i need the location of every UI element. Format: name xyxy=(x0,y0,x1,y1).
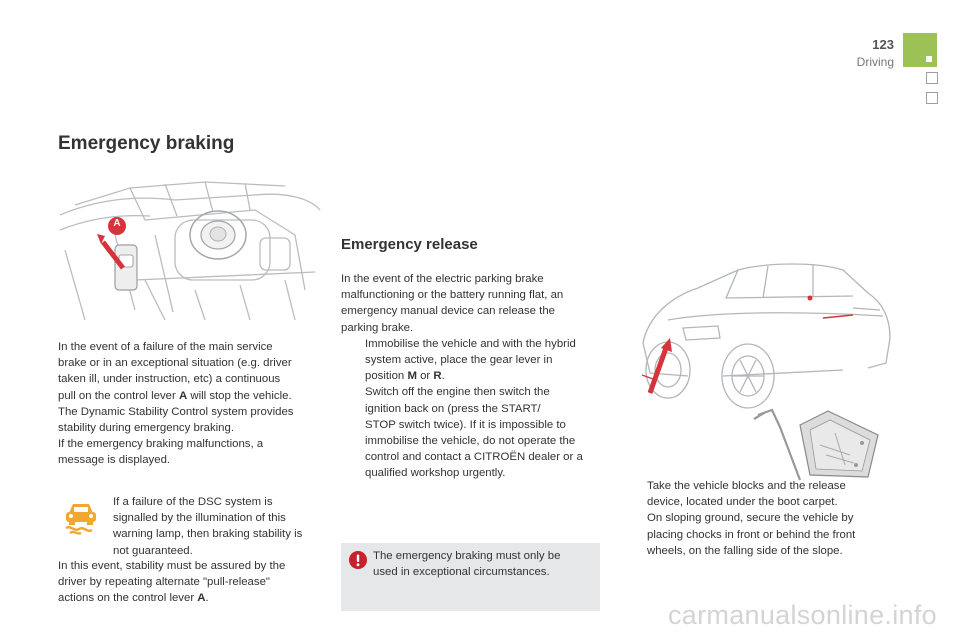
text-line: In the event of a failure of the main service xyxy=(58,341,273,353)
text-line: Take the vehicle blocks and the release xyxy=(647,480,846,492)
text-line: On sloping ground, secure the vehicle by xyxy=(647,512,854,525)
text-line: In the event of the electric parking brake xyxy=(341,273,544,285)
bullet-mark xyxy=(341,384,365,481)
text-line: taken ill, under instruction, etc) a continuous xyxy=(58,373,281,386)
stability-text xyxy=(58,558,328,607)
text-line: brake or in an exceptional situation (e.g. driver xyxy=(58,357,292,370)
text-line: immobilise the vehicle, do not operate the xyxy=(365,435,576,448)
section-tab xyxy=(903,33,937,67)
text-line: If the emergency braking malfunctions, a xyxy=(58,438,264,451)
text-line: In this event, stability must be assured by the xyxy=(58,560,286,572)
text-line: system active, place the gear lever in xyxy=(365,354,553,367)
dsc-text xyxy=(113,494,328,559)
warning-exclamation-icon xyxy=(349,551,367,569)
text-line: not guaranteed. xyxy=(113,544,193,557)
text-line: The Dynamic Stability Control system provides xyxy=(58,405,294,418)
text-line: used in exceptional circumstances. xyxy=(373,566,550,579)
text-line: STOP switch twice). If it is impossible to xyxy=(365,418,566,431)
section-subtitle: Emergency release xyxy=(341,236,478,253)
tab-box-1 xyxy=(926,72,938,84)
list-item xyxy=(623,478,885,510)
watermark: carmanualsonline.info xyxy=(668,600,937,630)
callout-label: A xyxy=(113,218,121,229)
text-line: wheels, on the falling side of the slope. xyxy=(647,544,843,557)
list-item xyxy=(341,384,603,481)
tab-marker-icon xyxy=(926,56,932,62)
emergency-braking-text xyxy=(58,339,328,469)
warning-note xyxy=(341,543,600,611)
page-title: Emergency braking xyxy=(58,133,235,154)
warning-text xyxy=(373,548,588,580)
section-name: Driving xyxy=(856,55,894,69)
bullet-mark xyxy=(623,510,647,559)
text-line: Immobilise the vehicle and with the hybrid xyxy=(365,337,576,350)
text-line: signalled by the illumination of this xyxy=(113,512,286,525)
dsc-warning-lamp-icon xyxy=(61,499,101,535)
text-line: message is displayed. xyxy=(58,454,171,467)
text-line: driver by repeating alternate "pull-release" xyxy=(58,576,270,589)
bullet-mark xyxy=(623,478,647,510)
page-number: 123 xyxy=(872,37,894,52)
car-illustration xyxy=(628,258,898,418)
text-line: emergency manual device can release the xyxy=(341,305,556,318)
text-line: parking brake. xyxy=(341,321,414,334)
text-line: actions on the control lever A. xyxy=(58,592,209,605)
text-line: If a failure of the DSC system is xyxy=(113,496,273,508)
text-line: placing chocks in front or behind the front xyxy=(647,528,856,541)
tab-box-2 xyxy=(926,92,938,104)
text-line: device, located under the boot carpet. xyxy=(647,496,838,509)
text-line: qualified workshop urgently. xyxy=(365,467,506,480)
text-line: control and contact a CITROËN dealer or a xyxy=(365,451,583,464)
text-line: position M or R. xyxy=(365,370,445,383)
list-item xyxy=(623,510,885,559)
console-illustration xyxy=(55,180,325,325)
bullet-mark xyxy=(341,336,365,385)
chock-instructions xyxy=(623,478,885,559)
text-line: warning lamp, then braking stability is xyxy=(113,528,303,541)
tool-and-chock-illustration xyxy=(750,405,885,485)
text-line: malfunctioning or the battery running flat, an xyxy=(341,289,564,302)
text-line: pull on the control lever A will stop the vehicle. xyxy=(58,389,292,402)
text-line: The emergency braking must only be xyxy=(373,550,561,562)
control-lever-ref: A xyxy=(178,389,188,402)
text-line: stability during emergency braking. xyxy=(58,422,235,435)
list-item xyxy=(341,336,603,385)
control-lever-ref: A xyxy=(197,592,206,605)
emergency-release-text xyxy=(341,271,603,482)
text-line: ignition back on (press the START/ xyxy=(365,402,541,415)
text-line: Switch off the engine then switch the xyxy=(365,386,550,399)
